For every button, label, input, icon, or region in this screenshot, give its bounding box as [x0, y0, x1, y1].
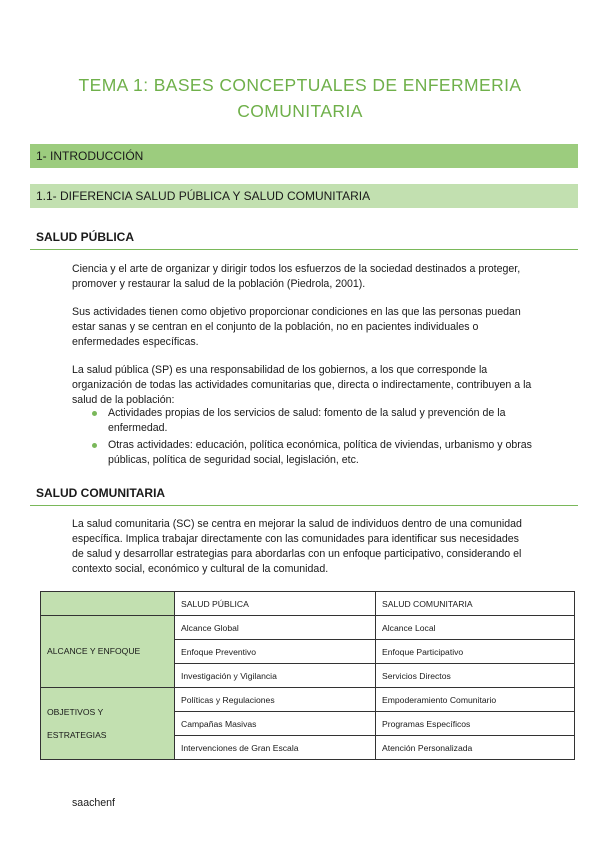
group-label-line: ESTRATEGIAS	[47, 729, 107, 740]
bullet-text: Actividades propias de los servicios de salud: fomento de la salud y prevención de la enfermedad.	[108, 407, 506, 434]
table-cell: Enfoque Participativo	[376, 640, 575, 664]
footer-author: saachenf	[72, 797, 115, 809]
heading-salud-publica: SALUD PÚBLICA	[30, 226, 578, 250]
bullet-list	[90, 406, 540, 470]
table-cell: Servicios Directos	[376, 664, 575, 688]
table-cell: Alcance Local	[376, 616, 575, 640]
group-label-line: OBJETIVOS Y	[47, 706, 104, 717]
document-title	[0, 72, 600, 124]
table-cell: Políticas y Regulaciones	[175, 688, 376, 712]
list-item	[90, 406, 540, 436]
paragraph-sp-definicion: Ciencia y el arte de organizar y dirigir todos los esfuerzos de la sociedad destinados a proteger, promover y restaurar la salud de la población (Piedrola, 2001).	[72, 263, 521, 290]
title-line-1: TEMA 1: BASES CONCEPTUALES DE ENFERMERIA	[78, 75, 522, 95]
table-cell: Programas Específicos	[376, 712, 575, 736]
bullet-icon	[92, 411, 97, 416]
table-row	[41, 616, 575, 640]
table-cell: Campañas Masivas	[175, 712, 376, 736]
table-row	[41, 688, 575, 712]
bullet-text: Otras actividades: educación, política económica, política de viviendas, urbanismo y obras públicas, política de seguridad social, legislación, etc.	[108, 439, 532, 466]
comparison-table	[40, 591, 575, 760]
table-header-cell	[41, 592, 175, 616]
table-group-label: ALCANCE Y ENFOQUE	[41, 616, 175, 688]
table-group-label	[41, 688, 175, 760]
section-introduccion: 1- INTRODUCCIÓN	[30, 144, 578, 168]
table-header-row	[41, 592, 575, 616]
table-cell: Investigación y Vigilancia	[175, 664, 376, 688]
table-cell: Intervenciones de Gran Escala	[175, 736, 376, 760]
section-diferencia: 1.1- DIFERENCIA SALUD PÚBLICA Y SALUD COMUNITARIA	[30, 184, 578, 208]
heading-salud-comunitaria: SALUD COMUNITARIA	[30, 482, 578, 506]
paragraph-sp-actividades: Sus actividades tienen como objetivo proporcionar condiciones en las que las personas puedan estar sanas y se centran en el conjunto de la población, no en pacientes individuales o enfermedades específicas.	[72, 306, 521, 348]
table-header-cell: SALUD PÚBLICA	[175, 592, 376, 616]
bullet-icon	[92, 443, 97, 448]
table-cell: Empoderamiento Comunitario	[376, 688, 575, 712]
table-header-cell: SALUD COMUNITARIA	[376, 592, 575, 616]
paragraph-sp-responsabilidad: La salud pública (SP) es una responsabilidad de los gobiernos, a los que corresponde la organización de todas las actividades comunitarias que, directa o indirectamente, contribuyen a la salud de la población:	[72, 364, 532, 406]
table-cell: Atención Personalizada	[376, 736, 575, 760]
table-cell: Alcance Global	[175, 616, 376, 640]
table-cell: Enfoque Preventivo	[175, 640, 376, 664]
title-line-2: COMUNITARIA	[237, 101, 363, 121]
list-item	[90, 438, 540, 468]
paragraph-sc-definicion: La salud comunitaria (SC) se centra en mejorar la salud de individuos dentro de una comunidad específica. Implica trabajar directamente con las comunidades para identificar sus necesidades de salud y desarrollar estrategias para abordarlas con un enfoque participativo, considerando el contexto social, económico y cultural de la comunidad.	[72, 518, 522, 575]
